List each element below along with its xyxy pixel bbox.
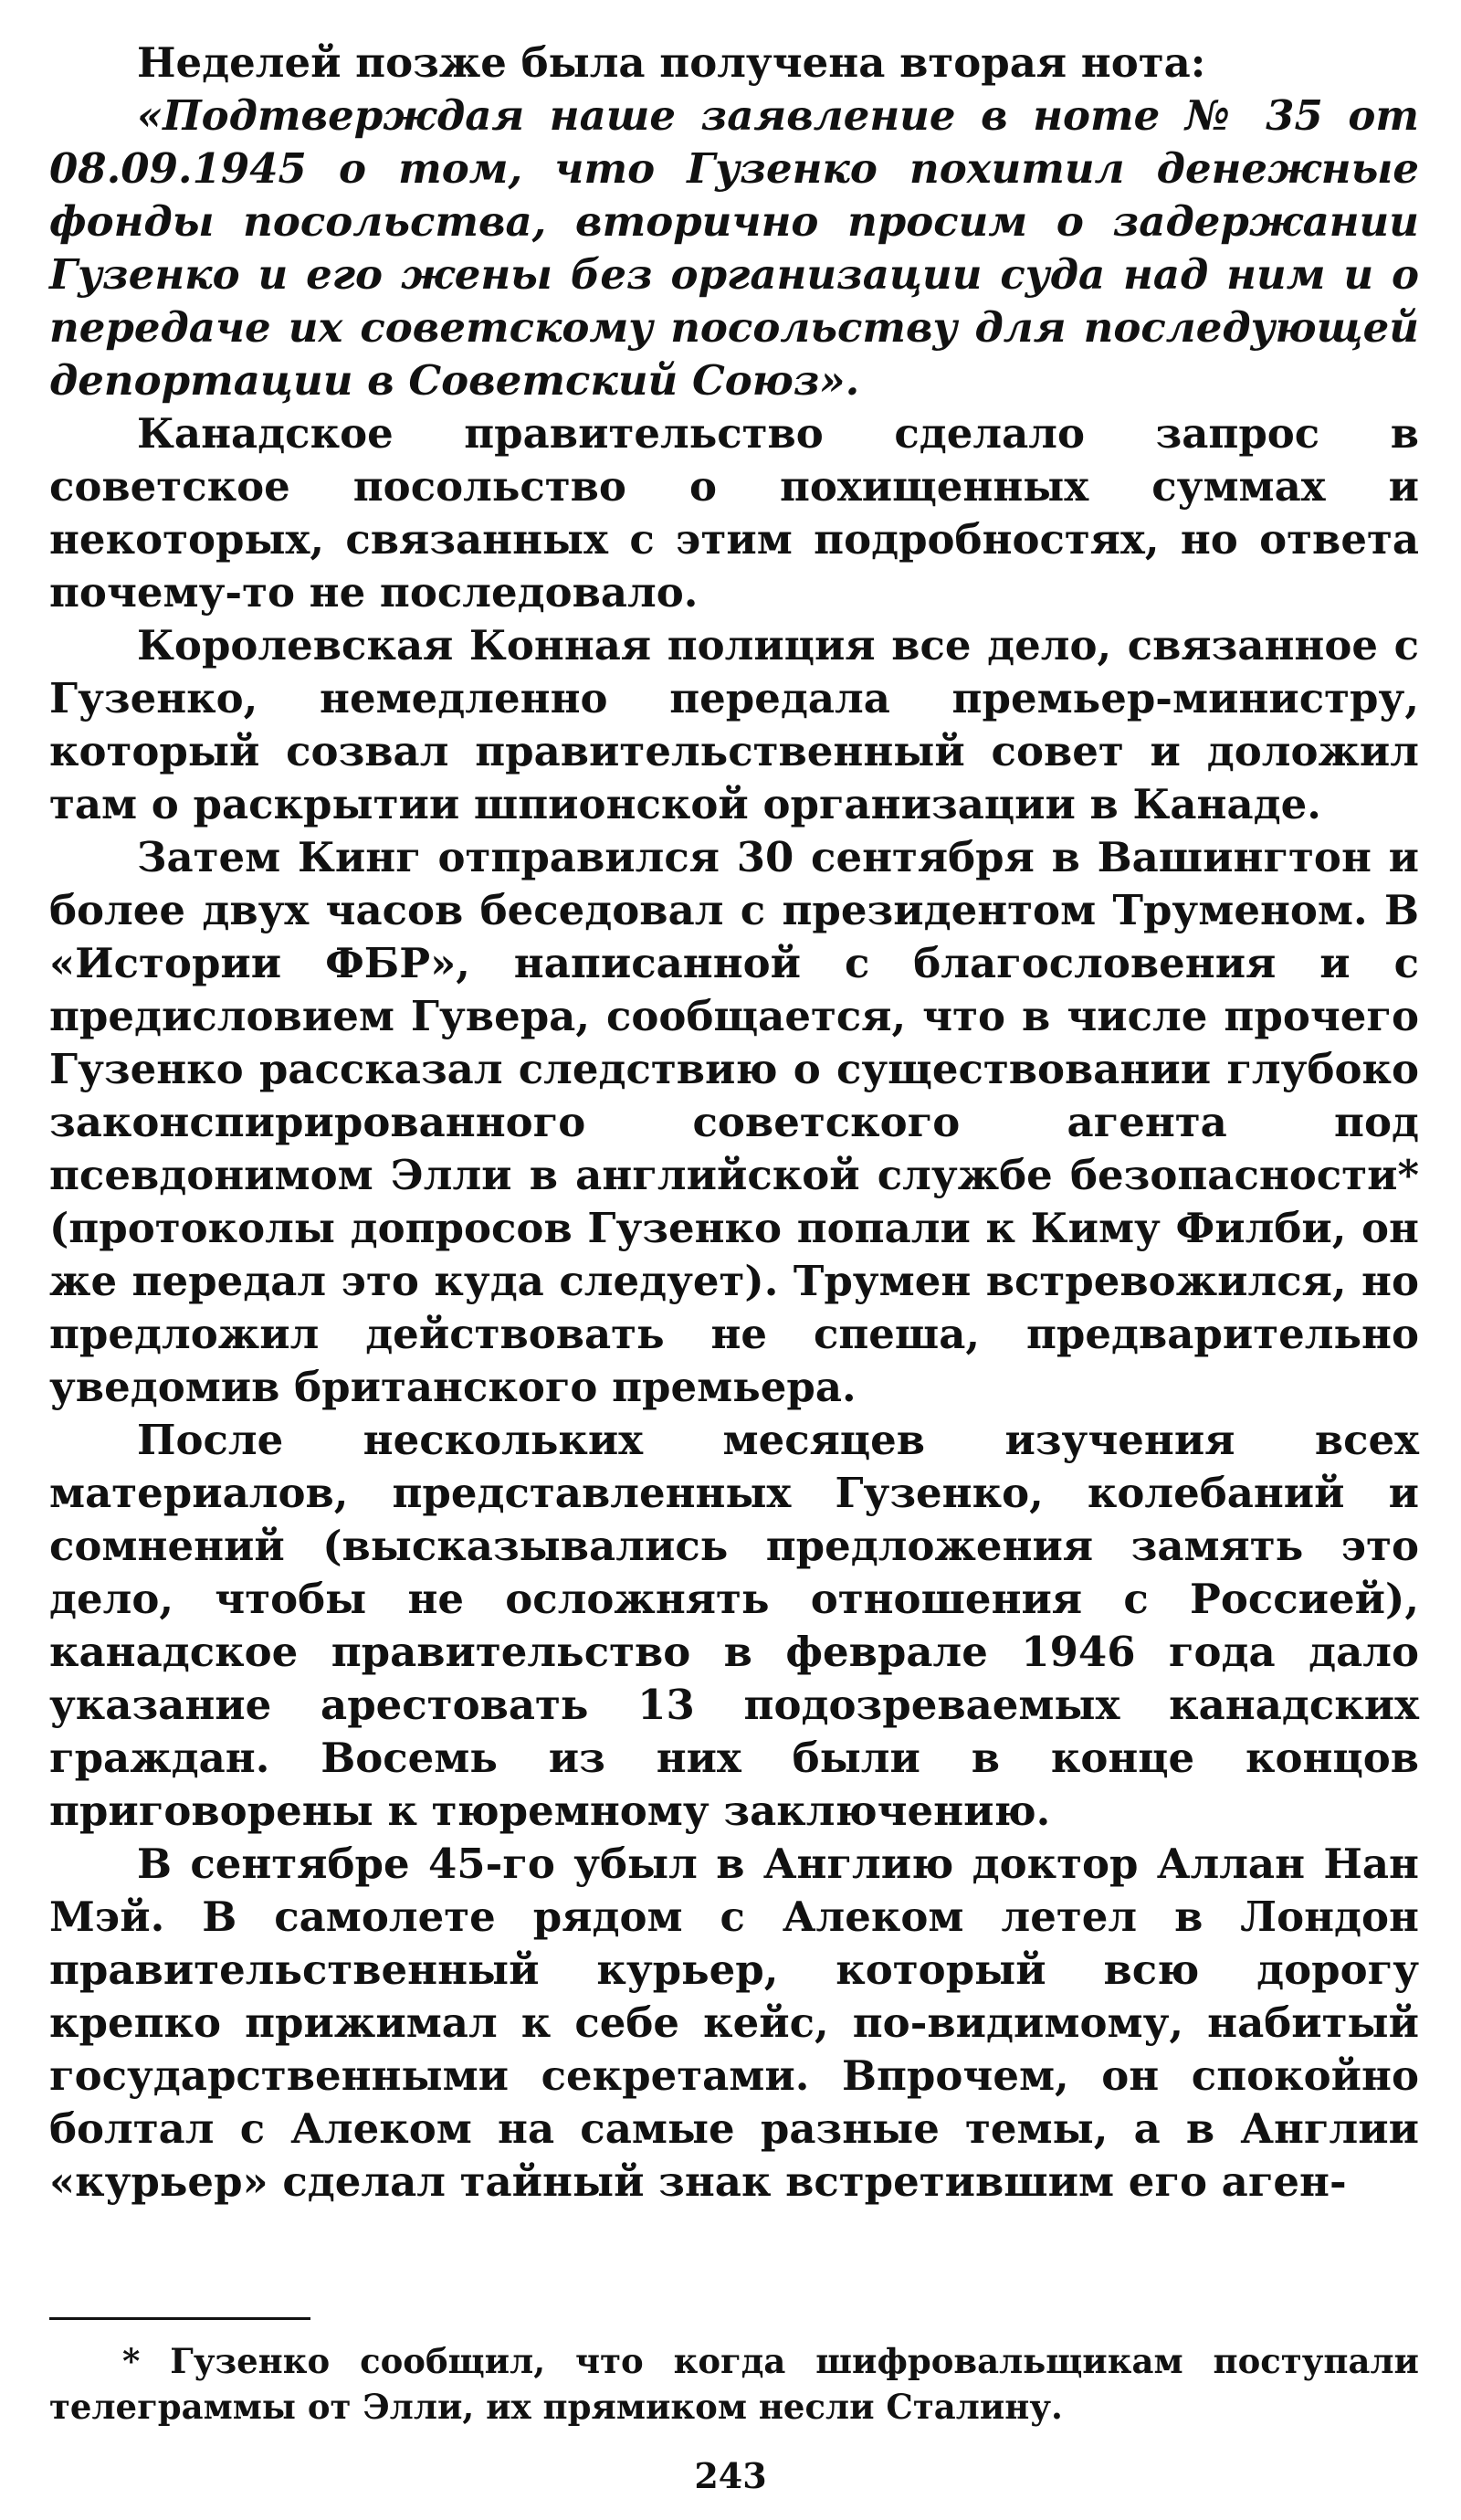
paragraph-mounted-police: Королевская Конная полиция все дело, связанное с Гузенко, немедленно передала премьер-министру, который созвал правительственный совет и доложил там о раскрытии шпионской организации в Канаде. <box>49 621 1419 828</box>
paragraph-king-washington: Затем Кинг отправился 30 сентября в Вашингтон и более двух часов беседовал с президентом Труменом. В «Истории ФБР», написанной с благословения и с предисловием Гувера, сообщается, что в числе прочего Гузенко рассказал следствию о существовании глубоко законспирированного советского агента под псевдонимом Элли в английской службе безопасности* (протоколы допросов Гузенко попали к Киму Филби, он же передал это куда следует). Трумен встревожился, но предложил действовать не спеша, предварительно уведомив британского премьера. <box>49 833 1419 1411</box>
paragraph-canadian-request: Канадское правительство сделало запрос в советское посольство о похищенных суммах и некоторых, связанных с этим подробностях, но ответа почему-то не последовало. <box>49 409 1419 617</box>
footnote: * Гузенко сообщил, что когда шифровальщикам поступали телеграммы от Элли, их прямиком несли Сталину. <box>49 2341 1419 2427</box>
page-body <box>49 37 1419 2209</box>
page-number: 243 <box>694 2455 767 2496</box>
footnote-divider <box>49 2317 310 2320</box>
paragraph-nan-may: В сентябре 45-го убыл в Англию доктор Аллан Нан Мэй. В самолете рядом с Алеком летел в Лондон правительственный курьер, который всю дорогу крепко прижимал к себе кейс, по-видимому, набитый государственными секретами. Впрочем, он спокойно болтал с Алеком на самые разные темы, а в Англии «курьер» сделал тайный знак встретившим его аген- <box>49 1840 1419 2206</box>
paragraph-quoted-note: «Подтверждая наше заявление в ноте № 35 от 08.09.1945 о том, что Гузенко похитил денежные фонды посольства, вторично просим о задержании Гузенко и его жены без организации суда над ним и о передаче их советскому посольству для последующей депортации в Советский Союз». <box>49 91 1419 405</box>
paragraph-intro: Неделей позже была получена вторая нота: <box>137 38 1206 87</box>
paragraph-months-study: После нескольких месяцев изучения всех материалов, представленных Гузенко, колебаний и сомнений (высказывались предложения замять это дело, чтобы не осложнять отношения с Россией), канадское правительство в феврале 1946 года дало указание арестовать 13 подозреваемых канадских граждан. Восемь из них были в конце концов приговорены к тюремному заключению. <box>49 1416 1419 1835</box>
